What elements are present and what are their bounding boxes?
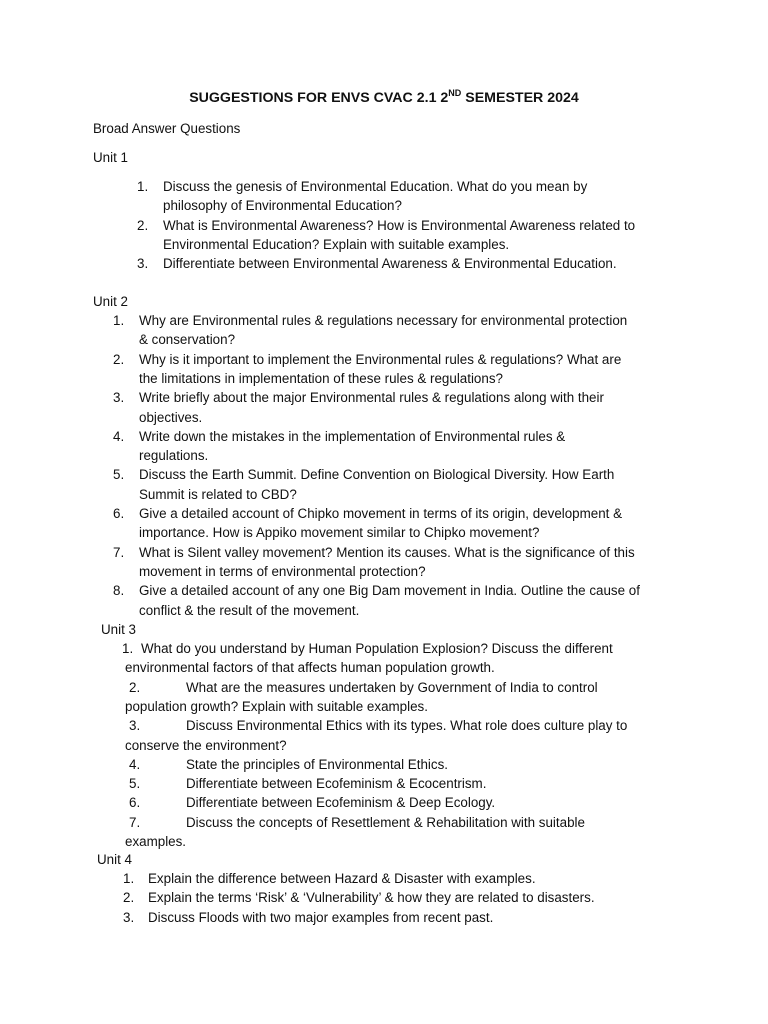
question-text-line: Discuss Environmental Ethics with its types. What role does culture play to [186, 718, 628, 734]
question-text-line: Discuss the concepts of Resettlement & Rehabilitation with suitable [186, 814, 585, 830]
question-text-line: Explain the terms ‘Risk’ & ‘Vulnerability’ & how they are related to disasters. [148, 890, 595, 906]
question-text-line: Write down the mistakes in the implementation of Environmental rules & [139, 428, 566, 444]
question-text-line: What is Silent valley movement? Mention its causes. What is the significance of this [139, 544, 635, 560]
question-text-line: Differentiate between Ecofeminism & Ecocentrism. [186, 776, 487, 792]
unit-heading: Unit 1 [93, 150, 128, 165]
question-text-line: movement in terms of environmental protection? [139, 563, 426, 579]
question-text-line: Give a detailed account of any one Big Dam movement in India. Outline the cause of [139, 583, 640, 599]
question-number: 5. [113, 467, 125, 483]
question-number: 3. [137, 256, 149, 272]
question-number: 2. [113, 351, 125, 367]
title-text-end: SEMESTER 2024 [461, 90, 579, 106]
question-text-line: objectives. [139, 409, 203, 425]
question-number: 7. [129, 814, 141, 830]
question-text-line: State the principles of Environmental Ethics. [186, 756, 448, 772]
question-text-line: regulations. [139, 448, 209, 464]
question-number: 1. [113, 313, 125, 328]
question-text-line: & conservation? [139, 332, 236, 348]
question-text-line: conflict & the result of the movement. [139, 602, 360, 618]
question-text-line: the limitations in implementation of these rules & regulations? [139, 370, 503, 386]
document-title [0, 89, 768, 108]
question-text-line: Discuss the genesis of Environmental Education. What do you mean by [163, 179, 588, 194]
section-heading: Broad Answer Questions [93, 121, 241, 136]
question-number: 3. [129, 718, 141, 734]
question-number: 8. [113, 583, 125, 599]
question-text-line: What are the measures undertaken by Government of India to control [186, 679, 598, 695]
question-text-line: Differentiate between Environmental Awareness & Environmental Education. [163, 256, 617, 272]
question-text-line: Environmental Education? Explain with suitable examples. [163, 236, 510, 252]
question-text-line: importance. How is Appiko movement similar to Chipko movement? [139, 525, 540, 541]
question-number: 1. [137, 179, 149, 194]
question-text-line: environmental factors of that affects human population growth. [125, 660, 495, 676]
question-text-line: Discuss Floods with two major examples from recent past. [148, 909, 494, 925]
question-text-line: examples. [125, 834, 187, 849]
question-text-line: Explain the difference between Hazard & Disaster with examples. [148, 871, 536, 886]
question-text-line: Discuss the Earth Summit. Define Convention on Biological Diversity. How Earth [139, 467, 615, 483]
question-text-line: philosophy of Environmental Education? [163, 198, 402, 214]
question-text-line: Why are Environmental rules & regulations necessary for environmental protection [139, 313, 628, 328]
question-number: 5. [129, 776, 141, 792]
unit-heading: Unit 4 [97, 852, 132, 867]
question-text-line: Summit is related to CBD? [139, 486, 297, 502]
question-text-line: What is Environmental Awareness? How is Environmental Awareness related to [163, 217, 636, 233]
question-number: 3. [113, 390, 125, 406]
question-number: 1. [123, 871, 135, 886]
question-number: 2. [137, 217, 149, 233]
question-text-line: Write briefly about the major Environmental rules & regulations along with their [139, 390, 604, 406]
question-number: 6. [113, 506, 125, 521]
question-text-line: Why is it important to implement the Environmental rules & regulations? What are [139, 351, 622, 367]
question-number: 6. [129, 795, 141, 811]
question-text-line: Differentiate between Ecofeminism & Deep Ecology. [186, 795, 496, 811]
question-number: 3. [123, 909, 135, 925]
question-number: 7. [113, 544, 125, 560]
question-number: 1. [122, 641, 134, 656]
title-superscript: ND [448, 88, 462, 98]
question-text-line: What do you understand by Human Population Explosion? Discuss the different [141, 641, 613, 656]
question-number: 2. [129, 679, 141, 695]
unit-heading: Unit 2 [93, 294, 128, 309]
title-text: SUGGESTIONS FOR ENVS CVAC 2.1 2 [189, 90, 449, 106]
unit-heading: Unit 3 [101, 622, 136, 637]
question-text-line: conserve the environment? [125, 737, 287, 753]
question-number: 4. [113, 428, 125, 444]
question-number: 4. [129, 756, 141, 772]
question-number: 2. [123, 890, 135, 906]
question-text-line: Give a detailed account of Chipko movement in terms of its origin, development & [139, 506, 623, 521]
question-text-line: population growth? Explain with suitable examples. [125, 698, 428, 714]
